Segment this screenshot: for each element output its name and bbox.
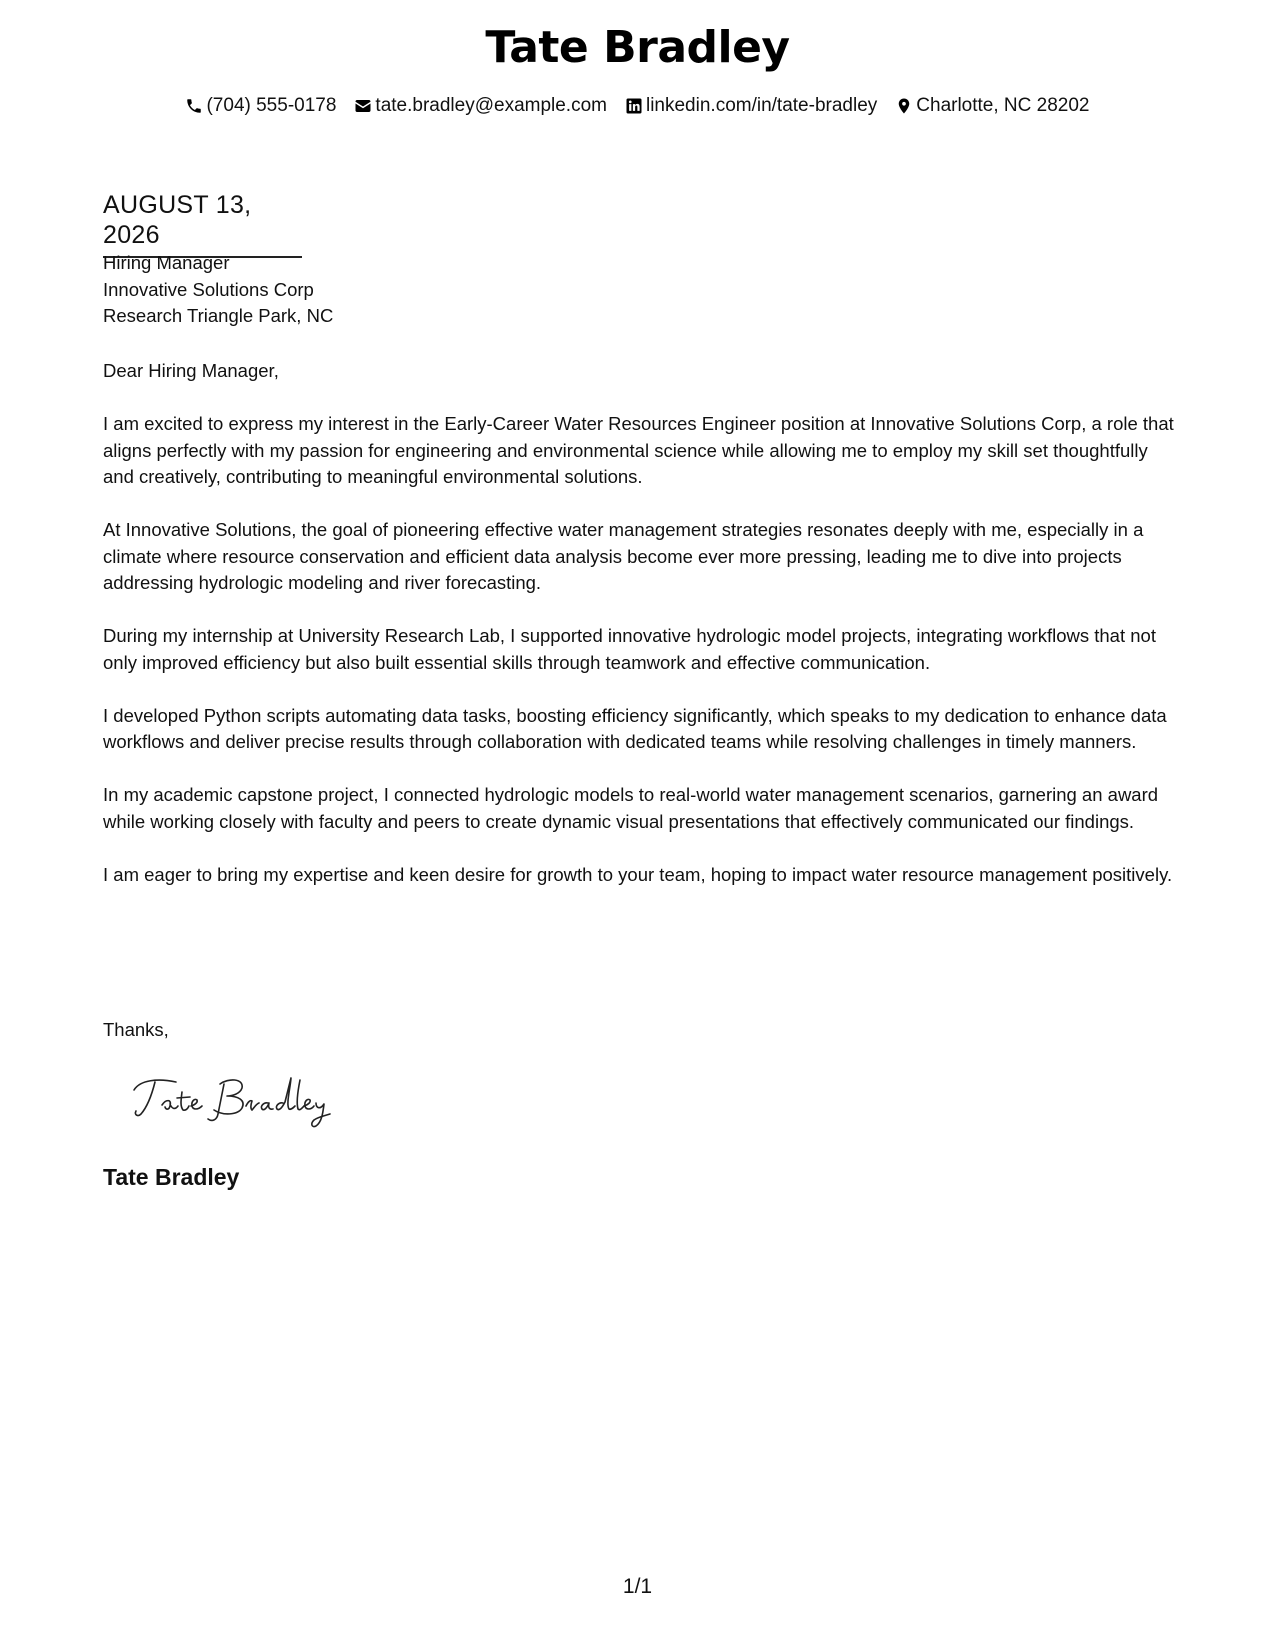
phone-icon: [185, 97, 203, 115]
letter-body: [103, 358, 1183, 915]
contact-location: [895, 94, 1089, 118]
applicant-name: Tate Bradley: [485, 22, 790, 73]
map-pin-icon: [895, 97, 913, 115]
contact-linkedin[interactable]: [625, 94, 877, 118]
linkedin-icon: [625, 97, 643, 115]
location-text: Charlotte, NC 28202: [916, 95, 1090, 116]
handwritten-signature: [128, 1070, 338, 1132]
linkedin-text[interactable]: linkedin.com/in/tate-bradley: [645, 95, 878, 116]
contact-phone: [185, 94, 336, 118]
contact-email[interactable]: [354, 94, 607, 118]
phone-text: (704) 555-0178: [206, 95, 337, 116]
recipient-title: Hiring Manager: [103, 252, 230, 273]
letter-date-block: [103, 190, 302, 258]
closing: Thanks,: [103, 1019, 169, 1040]
body-paragraph: I am eager to bring my expertise and keen desire for growth to your team, hoping to impact water resource management positively.: [103, 863, 1173, 885]
recipient-company: Innovative Solutions Corp: [103, 278, 314, 300]
recipient-location: Research Triangle Park, NC: [103, 305, 334, 326]
signer-name: Tate Bradley: [103, 1164, 240, 1190]
body-paragraph: In my academic capstone project, I connected hydrologic models to real-world water management scenarios, garnering an award while working closely with faculty and peers to create dynamic visual presentations that effectively communicated our findings.: [103, 784, 1159, 832]
letter-date: AUGUST 13, 2026: [103, 190, 302, 258]
envelope-icon: [354, 97, 372, 115]
page-number: 1/1: [622, 1575, 653, 1598]
recipient-address: [103, 250, 333, 330]
body-paragraph: During my internship at University Research Lab, I supported innovative hydrologic model projects, integrating workflows that not only improved efficiency but also built essential skills through teamwork and effective communication.: [103, 625, 1156, 673]
body-paragraph: I developed Python scripts automating data tasks, boosting efficiency significantly, which speaks to my dedication to enhance data workflows and deliver precise results through collaboration with dedicated teams while resolving challenges in timely manners.: [103, 704, 1167, 752]
body-paragraph: At Innovative Solutions, the goal of pioneering effective water management strategies resonates deeply with me, especially in a climate where resource conservation and efficient data analysis become ever more pressing, leading me to dive into projects addressing hydrologic modeling and river forecasting.: [103, 519, 1144, 593]
email-text[interactable]: tate.bradley@example.com: [375, 95, 607, 116]
salutation: Dear Hiring Manager,: [103, 360, 279, 381]
contact-info: [0, 94, 1275, 118]
body-paragraph: I am excited to express my interest in the Early-Career Water Resources Engineer position at Innovative Solutions Corp, a role that aligns perfectly with my passion for engineering and environmental science while allowing me to employ my skill set thoughtfully and creatively, contributing to meaningful environmental solutions.: [103, 413, 1174, 487]
letter-header: [0, 18, 1275, 118]
